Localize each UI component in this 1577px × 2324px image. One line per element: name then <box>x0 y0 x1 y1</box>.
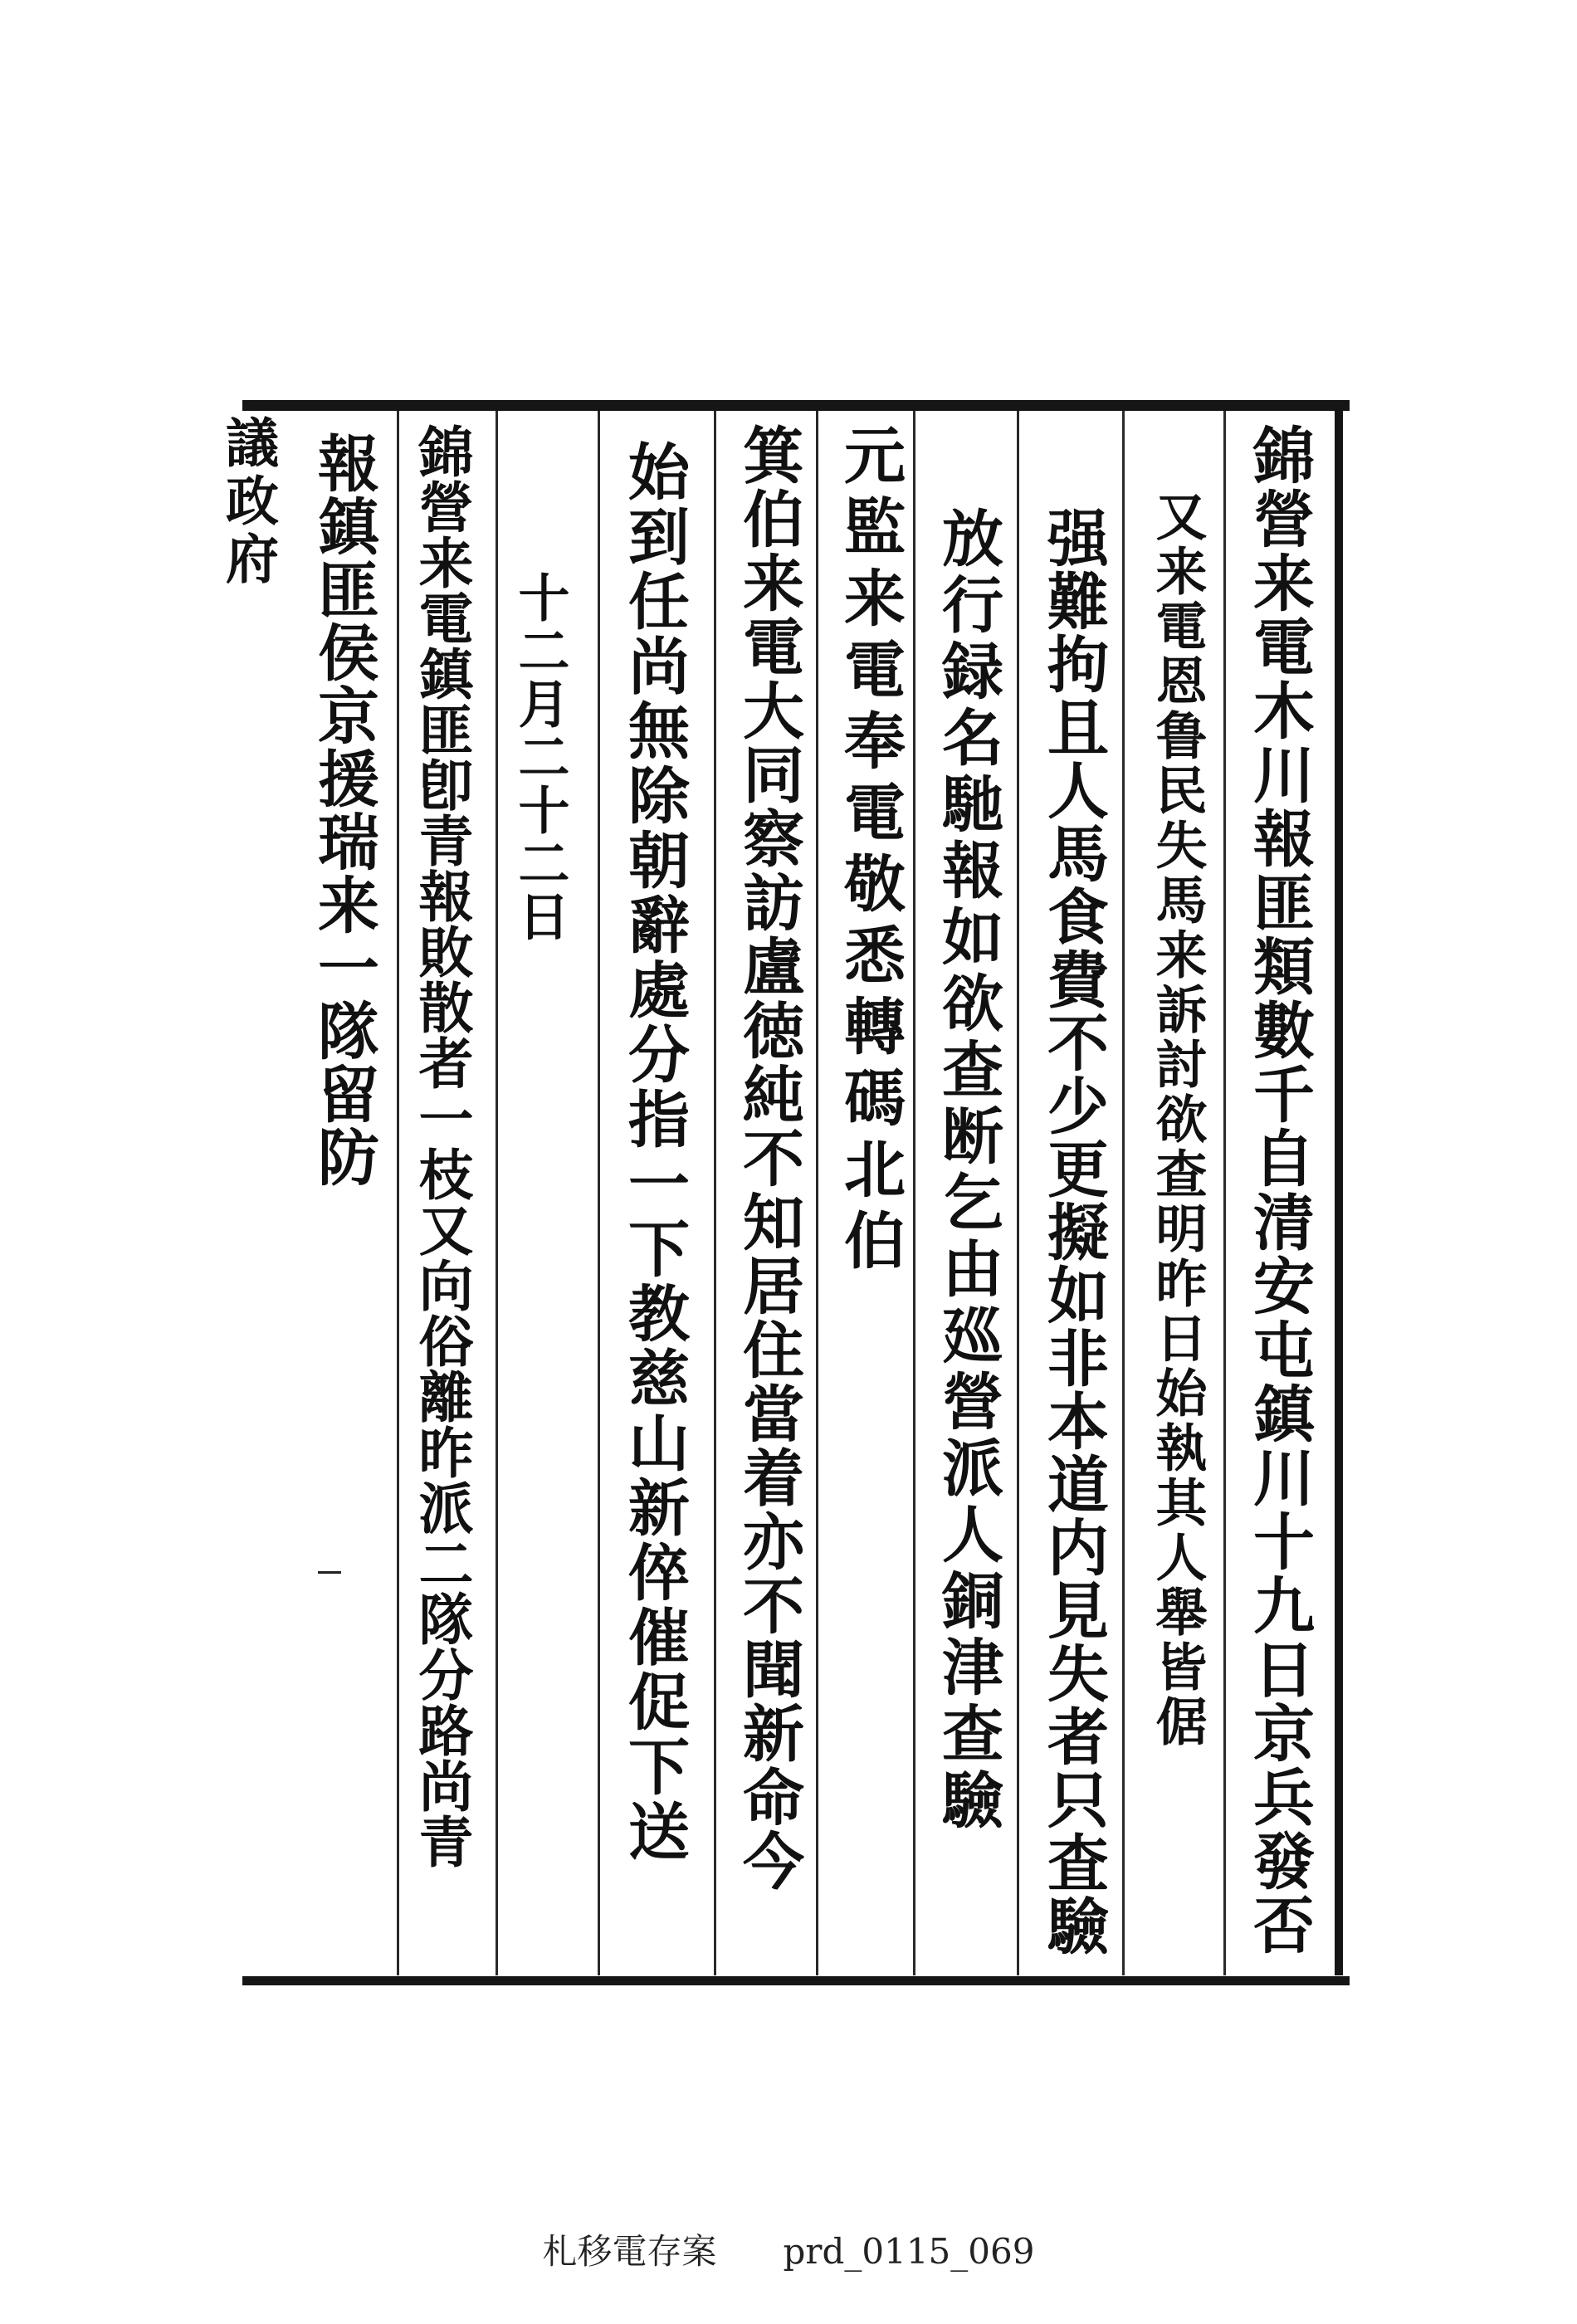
footer-page-id: prd_0115_069 <box>783 2231 1035 2272</box>
date-line: 十二月二十二日 <box>510 571 570 943</box>
column-rule <box>1122 411 1125 1975</box>
column-rule <box>598 411 600 1975</box>
text-column-1: 錦營来電木川報匪類數千自清安屯鎮川十九日京兵發否 <box>1243 423 1315 1957</box>
text-column-8: 錦營来電鎮匪卽青報敗散者一枝又向俗離昨派二隊分路尚青 <box>409 423 474 1869</box>
column-rule <box>1017 411 1019 1975</box>
column-rule <box>913 411 915 1975</box>
dash-mark <box>318 1571 341 1574</box>
text-column-6: 箕伯来電大同察訪盧徳純不知居住當着亦不聞新命今 <box>733 423 804 1893</box>
page-footer <box>0 2224 1577 2274</box>
text-column-7: 始到任尚無除朝辭處分指一下教慈山新倅催促下送 <box>618 440 690 1864</box>
column-rule <box>397 411 399 1975</box>
column-rule <box>1223 411 1226 1975</box>
text-column-3: 强難拘且人馬食費不少更擬如非本道内見失者只査驗 <box>1038 506 1109 1957</box>
text-column-5: 元監来電奉電敬悉轉碼北伯 <box>834 423 906 1280</box>
column-rule <box>496 411 498 1975</box>
frame-right-border <box>1335 407 1343 1975</box>
margin-title: 議政府 <box>217 415 279 589</box>
footer-collection-title: 札移電存案 <box>542 2231 717 2272</box>
text-column-4: 放行録名馳報如欲查断乞由廵營派人銅津查驗 <box>932 506 1003 1834</box>
column-rule <box>816 411 818 1975</box>
text-column-2: 又来電恩鲁民失馬来訴討欲查明昨日始執其人舉皆倨 <box>1147 490 1208 1750</box>
text-column-9: 報鎮匪侯京援瑞来一隊留防 <box>308 432 379 1189</box>
column-rule <box>714 411 716 1975</box>
